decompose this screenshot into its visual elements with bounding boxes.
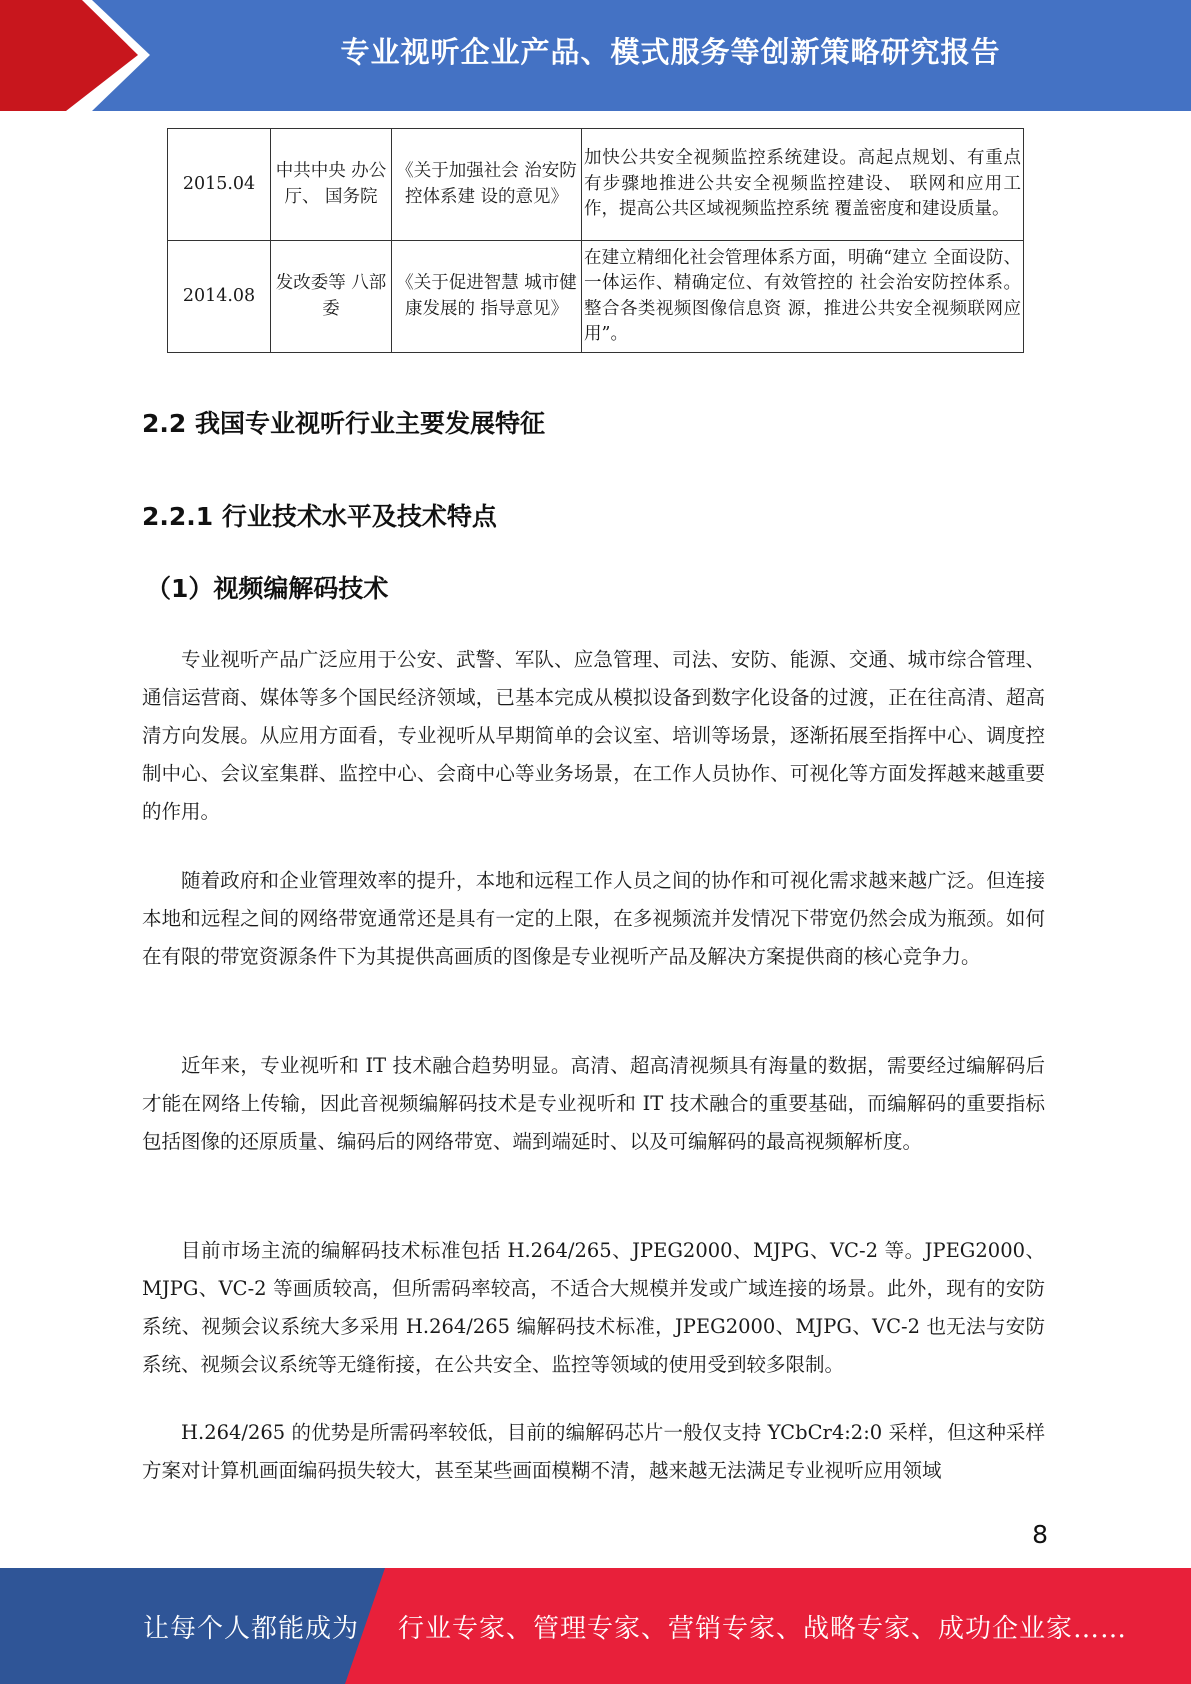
body-paragraph: 目前市场主流的编解码技术标准包括 H.264/265、JPEG2000、MJPG、VC-2 等。JPEG2000、MJPG、VC-2 等画质较高，但所需码率较高，不适合大规模并发或广域连接的场景。此外，现有的安防系统、视频会议系统大多采用 H.264/265 编解码技术标准，JPEG2000、MJPG、VC-2 也无法与安防系统、视频会议系统等无缝衔接，在公共安全、监控等领域的使用受到较多限制。 <box>142 1239 1045 1376</box>
body-paragraph: 近年来，专业视听和 IT 技术融合趋势明显。高清、超高清视频具有海量的数据，需要经过编解码后才能在网络上传输，因此音视频编解码技术是专业视听和 IT 技术融合的重要基础，而编解码的重要指标包括图像的还原质量、编码后的网络带宽、端到端延时、以及可编解码的最高视频解析度。 <box>142 1054 1045 1153</box>
table-cell-description: 在建立精细化社会管理体系方面，明确“建立 全面设防、一体运作、精确定位、有效管控的 社会治安防控体系。整合各类视频图像信息资 源，推进公共安全视频联网应用”。 <box>582 241 1024 353</box>
report-title: 专业视听企业产品、模式服务等创新策略研究报告 <box>340 34 1001 69</box>
header-red-arrow-shape <box>0 0 160 111</box>
table-cell-document: 《关于促进智慧 城市健康发展的 指导意见》 <box>392 241 582 353</box>
policy-table <box>167 128 1024 353</box>
page-number: 8 <box>1032 1520 1048 1549</box>
table-cell-date: 2014.08 <box>168 241 271 353</box>
report-footer <box>0 1568 1191 1684</box>
subsection-heading: 2.2.1 行业技术水平及技术特点 <box>142 502 497 531</box>
table-cell-document: 《关于加强社会 治安防控体系建 设的意见》 <box>392 129 582 241</box>
body-paragraph: 专业视听产品广泛应用于公安、武警、军队、应急管理、司法、安防、能源、交通、城市综合管理、通信运营商、媒体等多个国民经济领域，已基本完成从模拟设备到数字化设备的过渡，正在往高清、超高清方向发展。从应用方面看，专业视听从早期简单的会议室、培训等场景，逐渐拓展至指挥中心、调度控制中心、会议室集群、监控中心、会商中心等业务场景，在工作人员协作、可视化等方面发挥越来越重要的作用。 <box>142 648 1045 823</box>
table-row <box>168 129 1024 241</box>
table-cell-description: 加快公共安全视频监控系统建设。高起点规划、有重点有步骤地推进公共安全视频监控建设、 联网和应用工作，提高公共区域视频监控系统 覆盖密度和建设质量。 <box>582 129 1024 241</box>
body-paragraph: 随着政府和企业管理效率的提升，本地和远程工作人员之间的协作和可视化需求越来越广泛。但连接本地和远程之间的网络带宽通常还是具有一定的上限，在多视频流并发情况下带宽仍然会成为瓶颈。如何在有限的带宽资源条件下为其提供高画质的图像是专业视听产品及解决方案提供商的核心竞争力。 <box>142 869 1045 968</box>
report-header <box>0 0 1191 111</box>
footer-slogan-left: 让每个人都能成为 <box>143 1613 360 1644</box>
section-heading: 2.2 我国专业视听行业主要发展特征 <box>142 409 545 438</box>
table-cell-org: 发改委等 八部委 <box>271 241 392 353</box>
table-cell-org: 中共中央 办公厅、 国务院 <box>271 129 392 241</box>
topic-heading: （1）视频编解码技术 <box>146 574 389 603</box>
body-paragraph: H.264/265 的优势是所需码率较低，目前的编解码芯片一般仅支持 YCbCr4:2:0 采样，但这种采样方案对计算机画面编码损失较大，甚至某些画面模糊不清，越来越无法满足专业视听应用领域 <box>142 1421 1045 1482</box>
footer-slogan-right: 行业专家、管理专家、营销专家、战略专家、成功企业家…… <box>398 1613 1128 1644</box>
table-row <box>168 241 1024 353</box>
table-cell-date: 2015.04 <box>168 129 271 241</box>
